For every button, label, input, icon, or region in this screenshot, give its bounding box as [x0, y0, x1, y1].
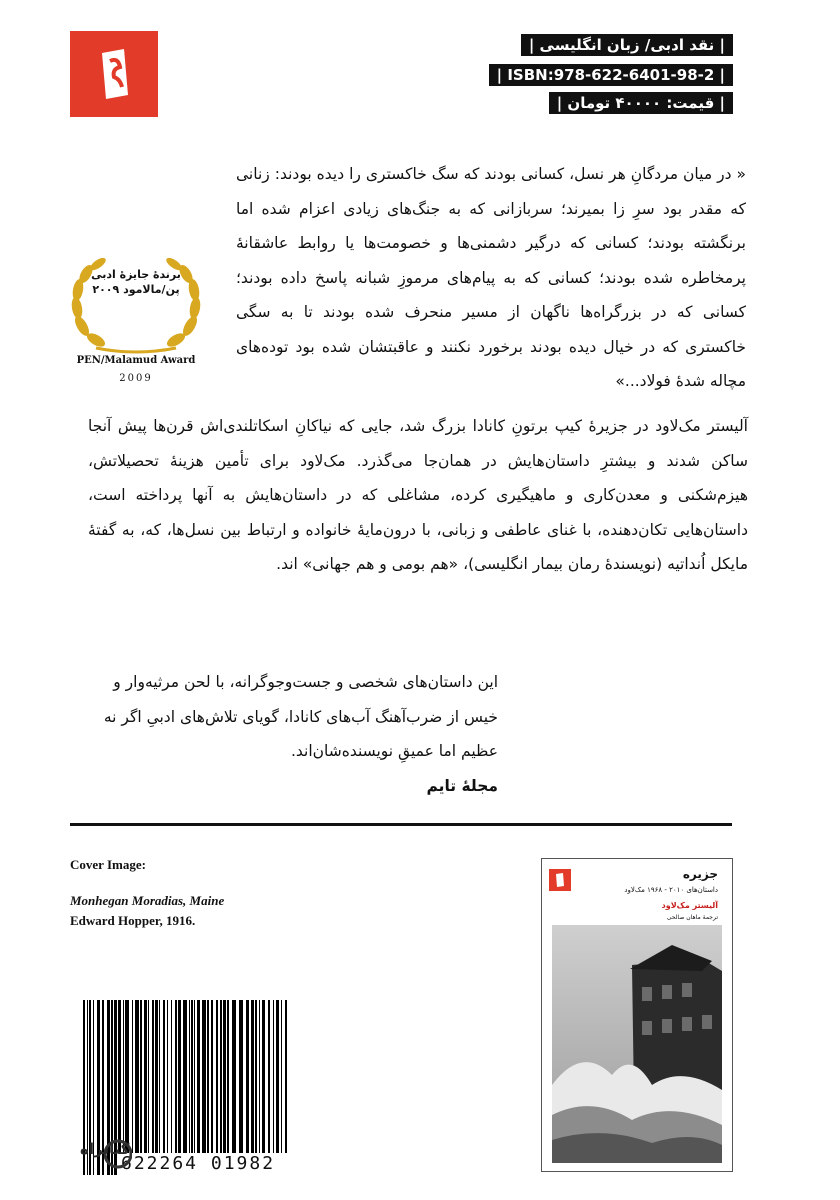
credit-artist: Edward Hopper, 1916. [70, 913, 196, 928]
divider [70, 823, 732, 826]
barcode-bar [175, 1000, 177, 1175]
barcode-bar [268, 1000, 270, 1175]
barcode-bar [262, 1000, 265, 1175]
genre-label: | نقد ادبی/ زبان انگلیسی | [521, 34, 733, 56]
award-badge [66, 256, 206, 396]
barcode-bar [197, 1000, 200, 1175]
barcode-bar [183, 1000, 187, 1175]
watermark [80, 1134, 140, 1174]
barcode-bar [223, 1000, 226, 1175]
publisher-logo-mark [70, 31, 158, 117]
thumbnail-author: آلیستر مک‌لاود [661, 901, 718, 910]
barcode-bar [251, 1000, 254, 1175]
author-bio: آلیستر مک‌لاود در جزیرهٔ کیپ برتونِ کانادا بزرگ شد، جایی که نیاکانِ اسکاتلندی‌اش قرن‌ها پیش آنجا ساکن شدند و بیشترِ داستان‌هایش در همان‌جا می‌گذرد. مک‌لاود برای تأمین هزینهٔ تحصیلاتش، هیزم‌شکنی و معدن‌کاری و ماهیگیری کرده، مشاغلی که در داستان‌هایش به آنها پرداخته است، داستان‌هایی تکان‌دهنده، با غنای عاطفی و زبانی، با درون‌مایهٔ خانواده و ارتباط بین نسل‌ها، که، به گفتهٔ مایکل اُنداتیه (نویسندهٔ رمان بیمار انگلیسی)، «هم بومی و هم جهانی» اند. [88, 417, 748, 573]
barcode-bar [239, 1000, 243, 1175]
isbn-label: | ISBN:978-622-6401-98-2 | [489, 64, 733, 86]
barcode-bar [159, 1000, 160, 1175]
barcode-bar [281, 1000, 282, 1175]
barcode-bar [207, 1000, 209, 1175]
barcode-bar [211, 1000, 213, 1175]
barcode-bar [189, 1000, 190, 1175]
award-year: 2009 [119, 373, 153, 384]
barcode-bar [178, 1000, 181, 1175]
barcode-bar [152, 1000, 154, 1175]
review-text: این داستان‌های شخصی و جست‌وجوگرانه، با لحن مرثیه‌وار و خیس از ضرب‌آهنگ آب‌های کانادا، گویای تلاش‌های ادبیِ اگر نه عظیم اما عمیقِ نویسنده‌شان‌اند. [103, 673, 498, 760]
publisher-logo [70, 31, 158, 117]
barcode-bar [171, 1000, 172, 1175]
cover-painting [552, 925, 722, 1163]
review-source: مجلهٔ تایم [426, 776, 498, 795]
book-cover-thumbnail [541, 858, 733, 1172]
review-blurb [88, 665, 498, 803]
barcode-bar [227, 1000, 229, 1175]
cover-credit [70, 855, 224, 931]
thumbnail-subtitle: داستان‌های ۲۰۱۰ - ۱۹۶۸ مک‌لاود [624, 886, 718, 894]
credit-title: Monhegan Moradias, Maine [70, 893, 225, 908]
barcode-bar [163, 1000, 165, 1175]
barcode-bar [246, 1000, 249, 1175]
barcode-bar [202, 1000, 206, 1175]
barcode-bar [167, 1000, 168, 1175]
barcode-bar [220, 1000, 222, 1175]
thumbnail-title: جزیره [682, 867, 718, 881]
barcode-bar [148, 1000, 149, 1175]
excerpt-quote: « در میان مردگانِ هر نسل، کسانی بودند که سگ خاکستری را دیده بودند: زنانی که مقدر بود سرِ زا بمیرند؛ سربازانی که به جنگ‌های زیادی اعزام شده اما برنگشته بودند؛ کسانی که درگیر دشمنی‌ها و خصومت‌ها یا روابط عاشقانهٔ پرمخاطره شده بودند؛ کسانی که به پیام‌های مرموزِ شبانه پاسخ داده بودند؛ کسانی که در بزرگراه‌ها ناگهان از مسیر منحرف شده بودند تا به سگی خاکستری که در خیال دیده بودند برخورد نکنند و عاقبتشان شده بود توده‌های مچاله شدهٔ فولاد...» [236, 165, 746, 390]
thumbnail-logo-icon [549, 869, 571, 891]
barcode-bar [259, 1000, 260, 1175]
barcode-bar [273, 1000, 274, 1175]
barcode-bar [144, 1000, 147, 1175]
barcode-bar [191, 1000, 193, 1175]
barcode-bar [232, 1000, 236, 1175]
award-label: PEN/Malamud Award [76, 355, 196, 366]
award-text: برندهٔ جایزهٔ ادبی پن/مالامود ۲۰۰۹ [91, 268, 181, 296]
watermark-text: کتابراه [80, 1140, 130, 1158]
thumbnail-translator: ترجمهٔ ماهان صالحی [666, 914, 718, 921]
barcode-bar [285, 1000, 287, 1175]
barcode-bar [140, 1000, 142, 1175]
credit-heading: Cover Image: [70, 857, 146, 872]
barcode-bar [194, 1000, 195, 1175]
barcode-bar [155, 1000, 158, 1175]
barcode-bar [255, 1000, 257, 1175]
thumbnail-publisher-logo [549, 869, 571, 891]
barcode-bar [216, 1000, 218, 1175]
barcode-digits: 622264 01982 [117, 1153, 297, 1175]
price-label: | قیمت: ۴۰۰۰۰ تومان | [549, 92, 733, 114]
barcode-bar [276, 1000, 279, 1175]
